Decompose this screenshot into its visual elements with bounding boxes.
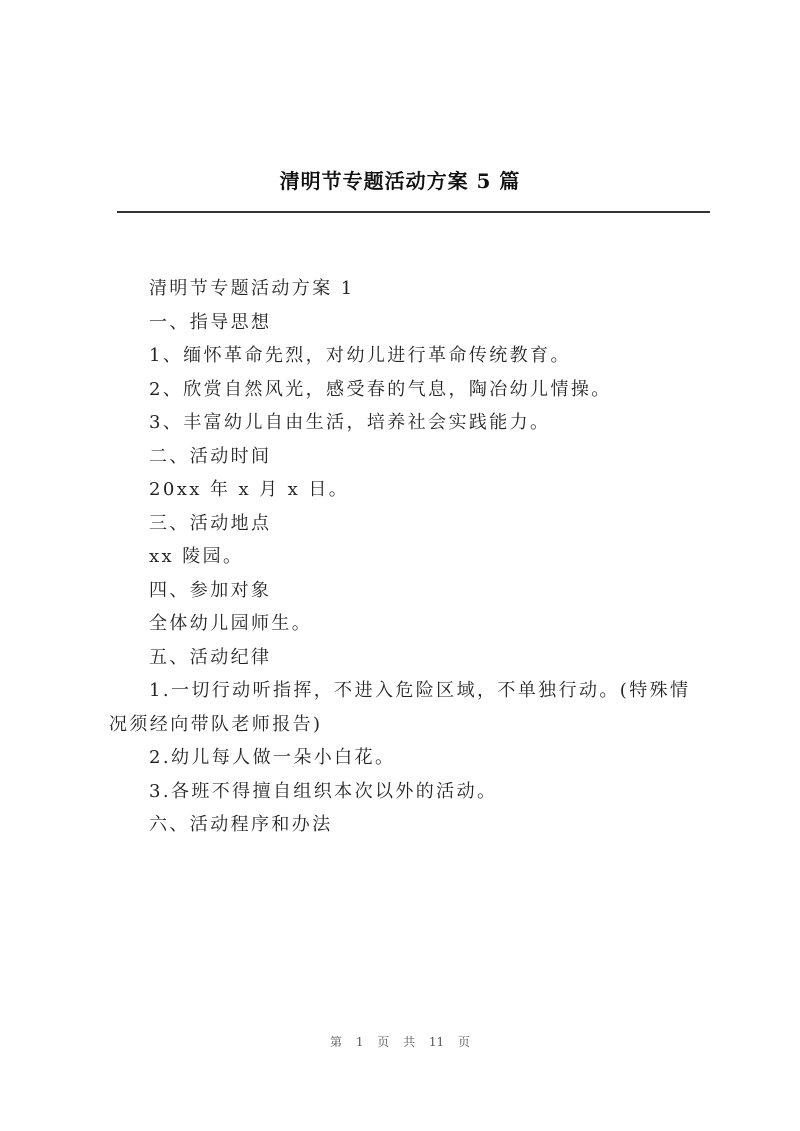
title-divider (117, 211, 710, 213)
page-title: 清明节专题活动方案 5 篇 (279, 169, 521, 193)
section-heading: 三、活动地点 (149, 512, 272, 534)
section-heading: 清明节专题活动方案 1 (149, 278, 355, 299)
document-body (109, 272, 705, 842)
paragraph-wrapped: 1.一切行动听指挥，不进入危险区域，不单独行动。(特殊情况须经向带队老师报告) (109, 680, 691, 735)
section-heading: 二、活动时间 (149, 445, 272, 467)
paragraph-line: 2.幼儿每人做一朵小白花。 (149, 747, 396, 768)
paragraph-line: 全体幼儿园师生。 (149, 613, 313, 634)
section-heading: 六、活动程序和办法 (149, 814, 333, 835)
paragraph-line: 1、缅怀革命先烈，对幼儿进行革命传统教育。 (149, 345, 571, 366)
section-heading: 五、活动纪律 (149, 646, 272, 668)
section-heading: 一、指导思想 (149, 311, 272, 333)
paragraph-line: 3.各班不得擅自组织本次以外的活动。 (149, 780, 498, 802)
section-heading: 四、参加对象 (149, 579, 272, 601)
paragraph-line: 2、欣赏自然风光，感受春的气息，陶冶幼儿情操。 (149, 378, 612, 400)
paragraph-line: xx 陵园。 (149, 546, 244, 567)
paragraph-line: 20xx 年 x 月 x 日。 (149, 479, 350, 500)
paragraph-line: 3、丰富幼儿自由生活，培养社会实践能力。 (149, 412, 551, 433)
page-number-footer: 第 1 页 共 11 页 (330, 1035, 470, 1049)
